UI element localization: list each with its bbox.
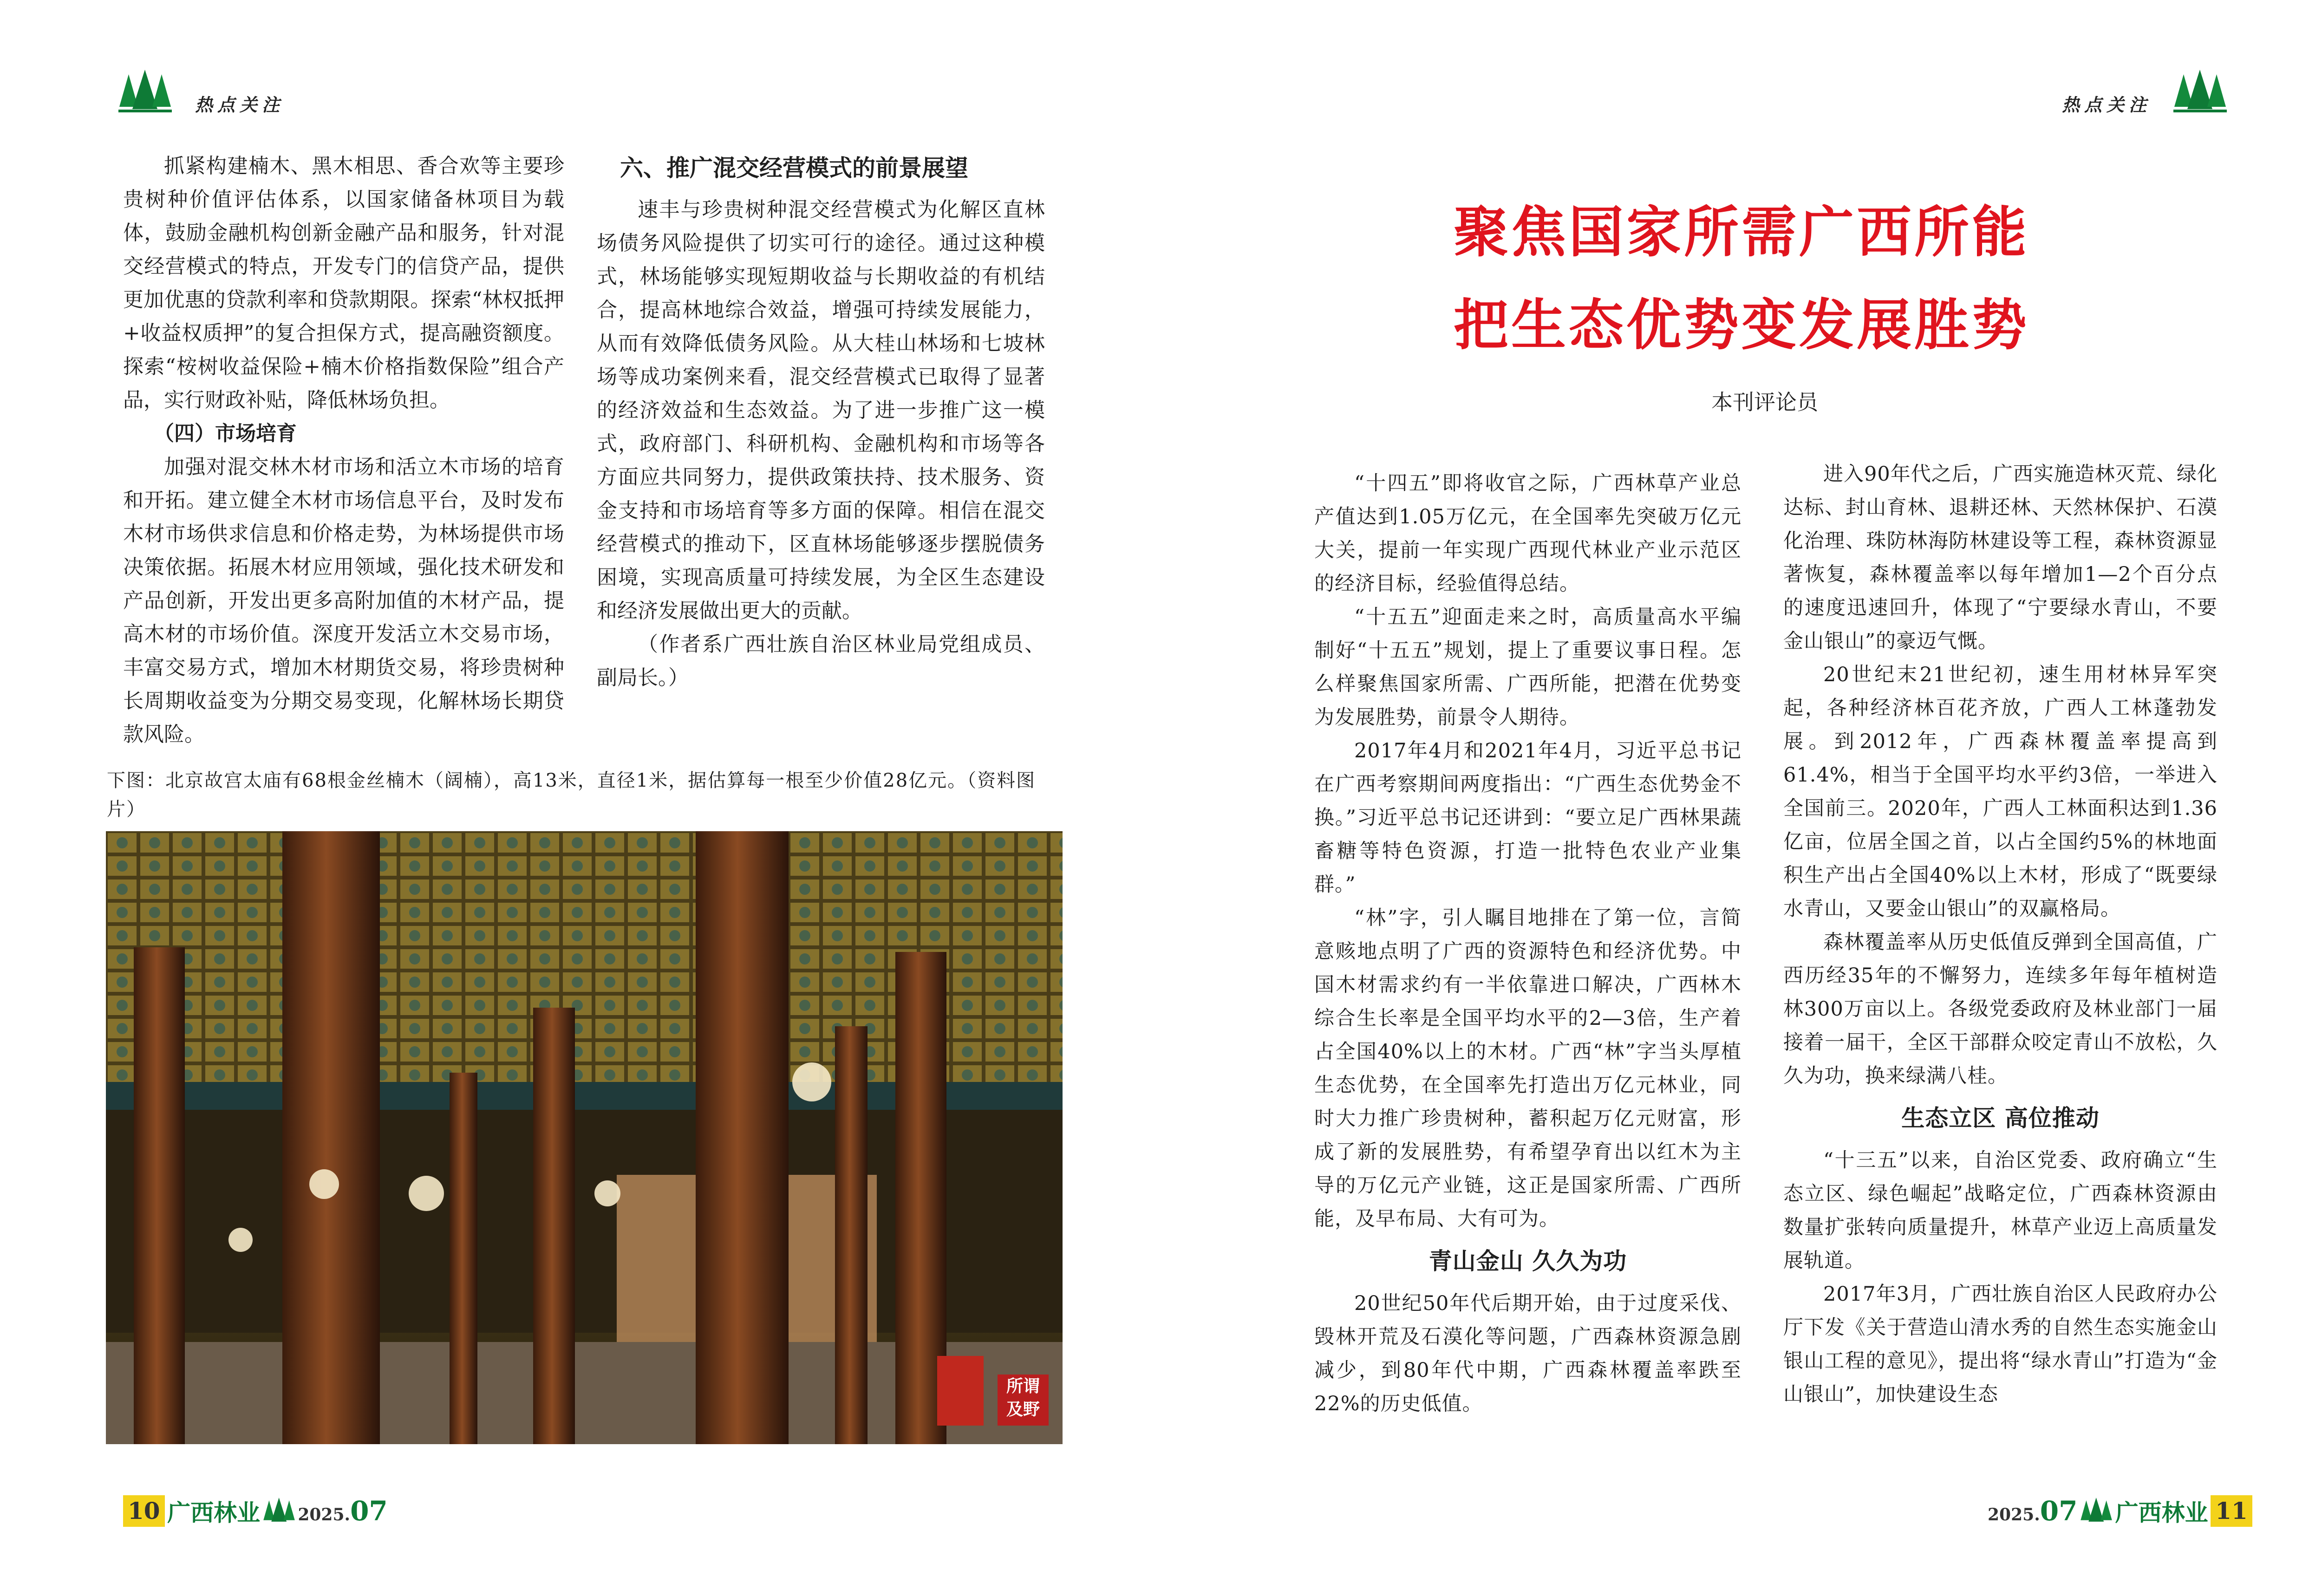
paragraph: 20世纪50年代后期开始，由于过度采伐、毁林开荒及石漠化等问题，广西森林资源急剧减少，到80年代中期，广西森林覆盖率跌至22%的历史低值。	[1314, 1292, 1742, 1415]
paragraph: 速丰与珍贵树种混交经营模式为化解区直林场债务风险提供了切实可行的途径。通过这种模式，林场能够实现短期收益与长期收益的有机结合，提高林地综合效益，增强可持续发展能力，从而有效降低债务风险。从大桂山林场和七坡林场等成功案例来看，混交经营模式已取得了显著的经济效益和生态效益。为了进一步推广这一模式，政府部门、科研机构、金融机构和市场等各方面应共同努力，提供政策扶持、技术服务、资金支持和市场培育等多方面的保障。相信在混交经营模式的推动下，区直林场能够逐步摆脱债务困境，实现高质量可持续发展，为全区生态建设和经济发展做出更大的贡献。	[597, 198, 1045, 623]
article-title-line-2: 把生态优势变发展胜势	[1453, 293, 2029, 357]
footer-right	[1988, 1494, 2252, 1531]
section-heading: 生态立区 高位推动	[1901, 1105, 2100, 1132]
paragraph: “十五五”迎面走来之时，高质量高水平编制好“十五五”规划，提上了重要议事日程。怎么样聚焦国家所需、广西所能，把潜在优势变为发展胜势，前景令人期待。	[1314, 606, 1742, 729]
right-column-1	[1314, 467, 1742, 1420]
issue-number: 2025.07	[298, 1495, 388, 1527]
right-column-2	[1783, 457, 2218, 1411]
left-column-1	[123, 150, 564, 751]
author-note: （作者系广西壮族自治区林业局党组成员、副局长。）	[597, 632, 1045, 690]
paragraph: “十四五”即将收官之际，广西林草产业总产值达到1.05万亿元，在全国率先突破万亿元大关，提前一年实现广西现代林业产业示范区的经济目标，经验值得总结。	[1314, 472, 1742, 595]
section-heading: 六、推广混交经营模式的前景展望	[620, 155, 968, 182]
paragraph: 20世纪末21世纪初，速生用材林异军突起，各种经济林百花齐放，广西人工林蓬勃发展。到2012年，广西森林覆盖率提高到61.4%，相当于全国平均水平约3倍，一举进入全国前三。2020年，广西人工林面积达到1.36亿亩，位居全国之首，以占全国约5%的林地面积生产出占全国40%以上木材，形成了“既要绿水青山，又要金山银山”的双赢格局。	[1783, 663, 2218, 920]
left-column-2	[597, 150, 1045, 695]
paragraph: 抓紧构建楠木、黑木相思、香合欢等主要珍贵树种价值评估体系，以国家储备林项目为载体，鼓励金融机构创新金融产品和服务，针对混交经营模式的特点，开发专门的信贷产品，提供更加优惠的贷款利率和贷款期限。探索“林权抵押+收益权质押”的复合担保方式，提高融资额度。探索“桉树收益保险+楠木价格指数保险”组合产品，实行财政补贴，降低林场负担。	[123, 154, 564, 412]
subheading-market: （四）市场培育	[154, 422, 297, 445]
issue-number: 2025.07	[1988, 1495, 2078, 1527]
temple-hall-photo	[106, 831, 1063, 1444]
byline: 本刊评论员	[1711, 390, 1818, 415]
section-heading: 青山金山 久久为功	[1428, 1248, 1627, 1275]
section-label-right: 热点关注	[2062, 95, 2152, 115]
magazine-name: 广西林业	[167, 1499, 261, 1526]
paragraph: 加强对混交林木材市场和活立木市场的培育和开拓。建立健全木材市场信息平台，及时发布木材市场供求信息和价格走势，为林场提供市场决策依据。拓展木材应用领域，强化技术研发和产品创新，开发出更多高附加值的木材产品，提高木材的市场价值。深度开发活立木交易市场，丰富交易方式，增加木材期货交易，将珍贵树种长周期收益变为分期交易变现，化解林场长期贷款风险。	[123, 455, 564, 746]
paragraph: 森林覆盖率从历史低值反弹到全国高值，广西历经35年的不懈努力，连续多年每年植树造林300万亩以上。各级党委政府及林业部门一届接着一届干，全区干部群众咬定青山不放松，久久为功，换来绿满八桂。	[1783, 931, 2218, 1088]
paragraph: “十三五”以来，自治区党委、政府确立“生态立区、绿色崛起”战略定位，广西森林资源由数量扩张转向质量提升，林草产业迈上高质量发展轨道。	[1783, 1149, 2218, 1272]
magazine-name: 广西林业	[2115, 1499, 2208, 1526]
page-number: 11	[2211, 1495, 2252, 1527]
photo-caption: 下图：北京故宫太庙有68根金丝楠木（阔楠），高13米，直径1米，据估算每一根至少价值28亿元。（资料图片）	[107, 770, 1036, 820]
article-title-line-1: 聚焦国家所需广西所能	[1453, 200, 2029, 264]
photo-stamp: 所谓 及野	[998, 1375, 1049, 1426]
paragraph: 2017年3月，广西壮族自治区人民政府办公厅下发《关于营造山清水秀的自然生态实施金山银山工程的意见》，提出将“绿水青山”打造为“金山银山”，加快建设生态	[1783, 1283, 2218, 1406]
page-number: 10	[123, 1495, 165, 1527]
footer-left	[123, 1494, 388, 1531]
paragraph: “林”字，引人瞩目地排在了第一位，言简意赅地点明了广西的资源特色和经济优势。中国木材需求约有一半依靠进口解决，广西林木综合生长率是全国平均水平的2—3倍，生产着占全国40%以上的木材。广西“林”字当头厚植生态优势，在全国率先打造出万亿元林业，同时大力推广珍贵树种，蓄积起万亿元财富，形成了新的发展胜势，有希望孕育出以红木为主导的万亿元产业链，这正是国家所需、广西所能，及早布局、大有可为。	[1314, 906, 1742, 1231]
tree-logo-icon	[2080, 1497, 2113, 1525]
paragraph: 进入90年代之后，广西实施造林灭荒、绿化达标、封山育林、退耕还林、天然林保护、石漠化治理、珠防林海防林建设等工程，森林资源显著恢复，森林覆盖率以每年增加1—2个百分点的速度迅速回升，体现了“宁要绿水青山，不要金山银山”的豪迈气慨。	[1783, 463, 2218, 653]
section-label: 热点关注	[195, 95, 285, 115]
tree-logo-icon	[118, 70, 172, 114]
tree-logo-icon-right	[2173, 70, 2227, 114]
paragraph: 2017年4月和2021年4月，习近平总书记在广西考察期间两度指出：“广西生态优势金不换。”习近平总书记还讲到：“要立足广西林果蔬畜糖等特色资源，打造一批特色农业产业集群。”	[1314, 739, 1742, 896]
tree-logo-icon	[263, 1497, 295, 1525]
